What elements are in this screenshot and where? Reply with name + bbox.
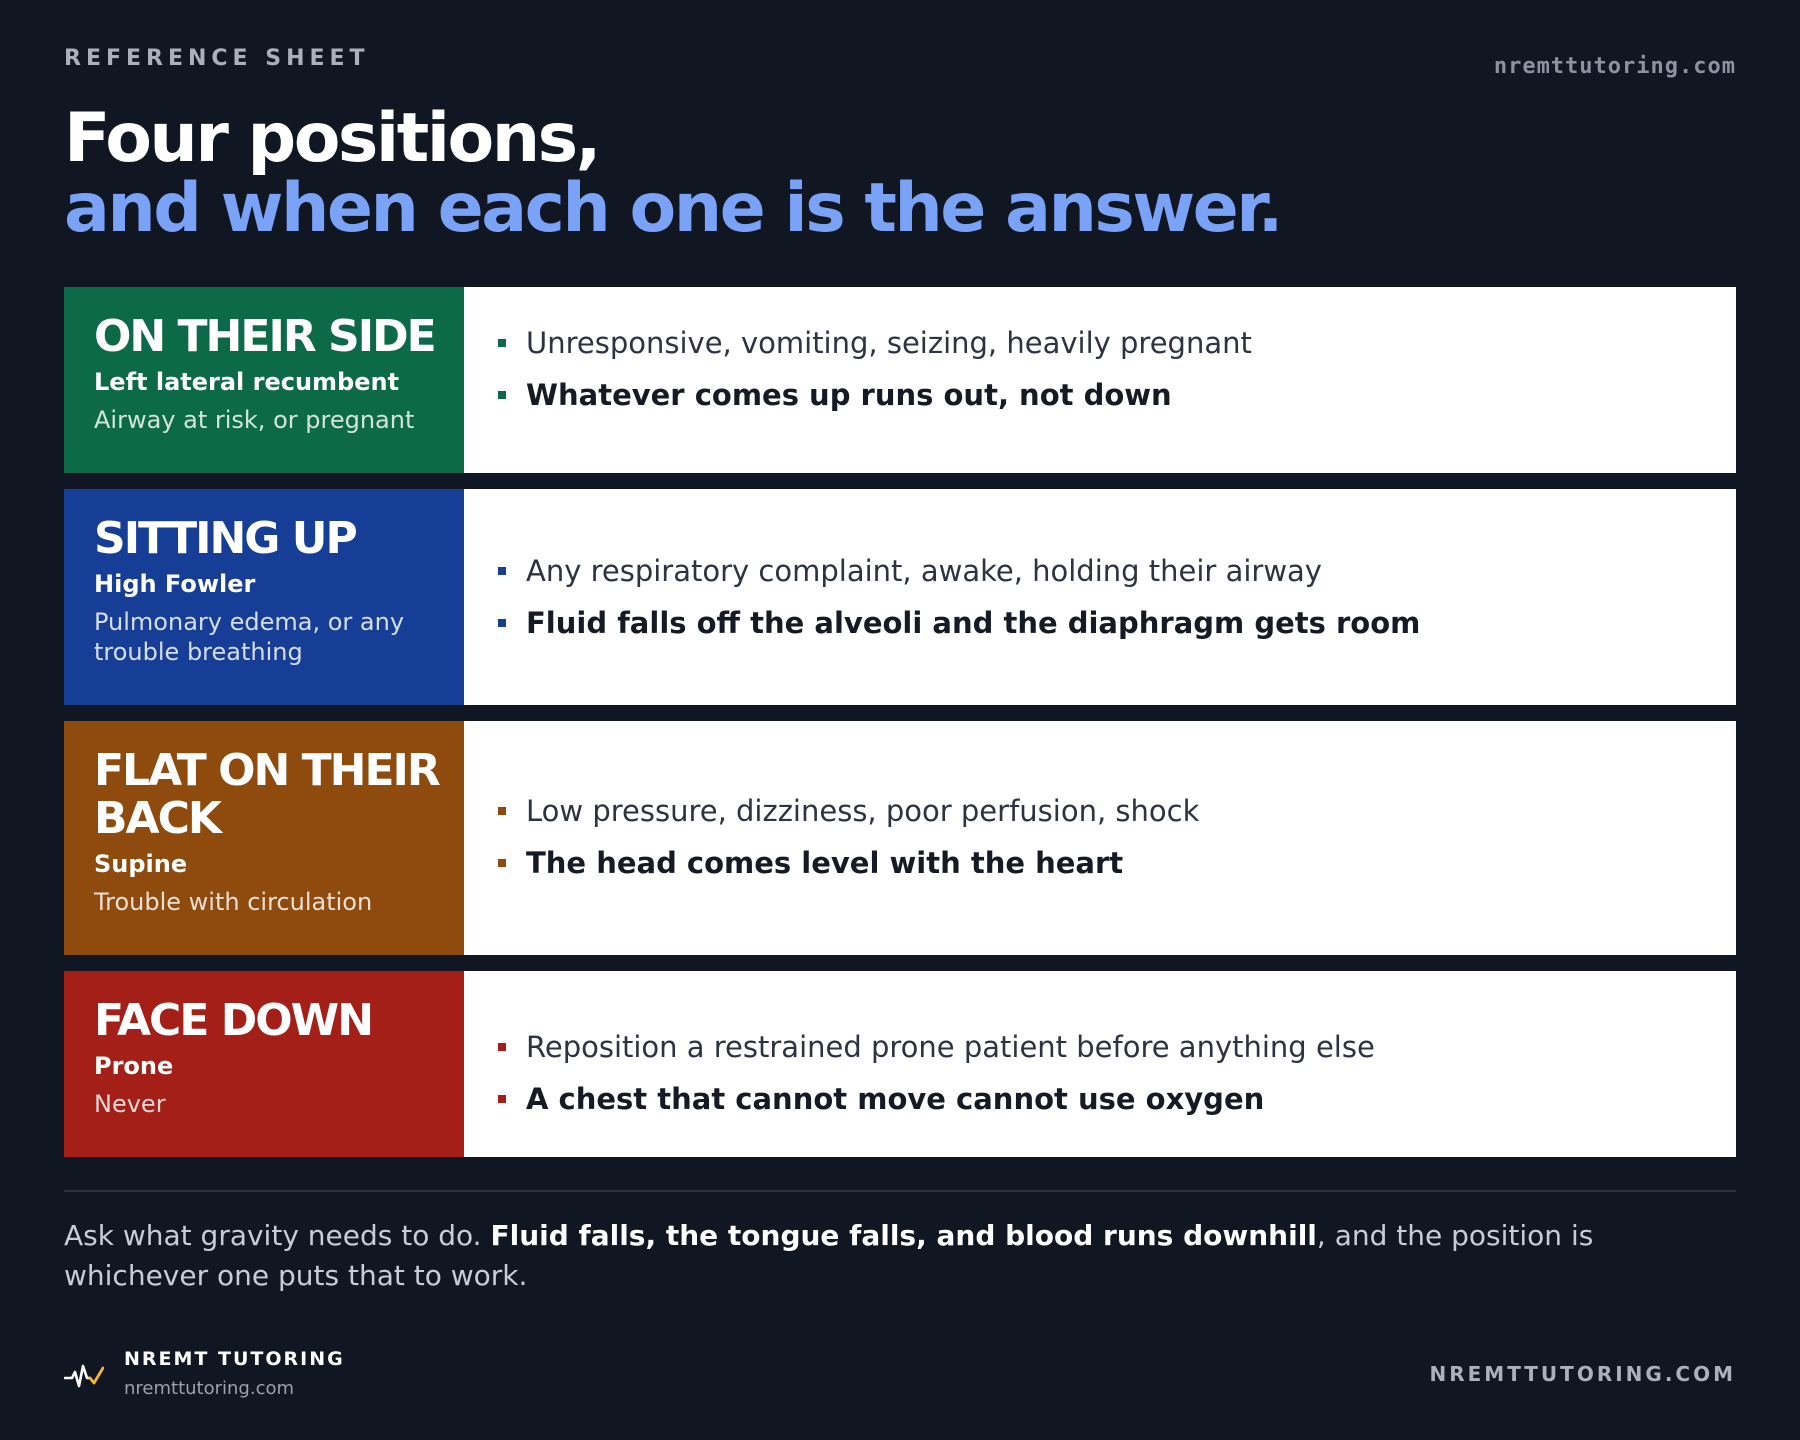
position-row-prone [64, 971, 1736, 1157]
position-details [464, 971, 1736, 1157]
position-name: SITTING UP [94, 513, 356, 564]
bullet-square-icon [498, 339, 506, 347]
list-item [498, 1021, 1736, 1073]
bullet-square-icon [498, 807, 506, 815]
position-term: Left lateral recumbent [94, 368, 400, 396]
position-label-panel [64, 287, 464, 473]
bullet-square-icon [498, 1095, 506, 1103]
bullet-square-icon [498, 859, 506, 867]
position-details [464, 287, 1736, 473]
position-indication: Trouble with circulation [94, 888, 373, 916]
position-name: FACE DOWN [94, 995, 373, 1046]
bullet-text: Unresponsive, vomiting, seizing, heavily pregnant [526, 326, 1252, 360]
position-details [464, 489, 1736, 705]
list-item [498, 1073, 1736, 1125]
bullet-text-emphasis: The head comes level with the heart [526, 846, 1124, 880]
list-item [498, 369, 1736, 421]
bullet-text: Any respiratory complaint, awake, holding their airway [526, 554, 1322, 588]
position-term: High Fowler [94, 570, 256, 598]
brand-url[interactable]: nremttutoring.com [124, 1378, 295, 1399]
position-row-side [64, 287, 1736, 473]
list-item [498, 317, 1736, 369]
position-label-panel [64, 721, 464, 955]
section-divider [64, 1190, 1736, 1192]
bullet-text-emphasis: Fluid falls off the alveoli and the diaphragm gets room [526, 606, 1421, 640]
page-title [64, 99, 1281, 248]
bullet-text-emphasis: A chest that cannot move cannot use oxygen [526, 1082, 1265, 1116]
position-row-supine [64, 721, 1736, 955]
takeaway-lead: Ask what gravity needs to do. [64, 1219, 491, 1252]
header-site-link[interactable]: nremttutoring.com [1493, 54, 1736, 79]
eyebrow-label: REFERENCE SHEET [64, 46, 370, 71]
position-name: ON THEIR SIDE [94, 311, 435, 362]
list-item [498, 785, 1736, 837]
bullet-square-icon [498, 1043, 506, 1051]
position-indication: Pulmonary edema, or any trouble breathing [94, 608, 405, 666]
position-term: Prone [94, 1052, 174, 1080]
reference-sheet [64, 0, 1736, 1440]
takeaway-text [64, 1216, 1736, 1296]
position-indication: Never [94, 1090, 166, 1118]
position-indication: Airway at risk, or pregnant [94, 406, 415, 434]
bullet-square-icon [498, 391, 506, 399]
position-name: FLAT ON THEIR BACK [94, 745, 439, 844]
bullet-square-icon [498, 619, 506, 627]
position-details [464, 721, 1736, 955]
list-item [498, 545, 1736, 597]
bullet-text-emphasis: Whatever comes up runs out, not down [526, 378, 1172, 412]
list-item [498, 597, 1736, 649]
bullet-text: Reposition a restrained prone patient before anything else [526, 1030, 1375, 1064]
takeaway-tail: , and the position is whichever one puts that to work. [64, 1219, 1594, 1292]
takeaway-emphasis: Fluid falls, the tongue falls, and blood runs downhill [490, 1219, 1317, 1252]
title-line-2: and when each one is the answer. [64, 169, 1281, 248]
top-bar [64, 44, 1736, 84]
title-line-1: Four positions, [64, 99, 599, 178]
position-term: Supine [94, 850, 188, 878]
brand-name: NREMT TUTORING [124, 1348, 345, 1370]
bullet-square-icon [498, 567, 506, 575]
position-label-panel [64, 971, 464, 1157]
bullet-text: Low pressure, dizziness, poor perfusion, shock [526, 794, 1200, 828]
position-label-panel [64, 489, 464, 705]
list-item [498, 837, 1736, 889]
footer-site-link[interactable]: NREMTTUTORING.COM [1429, 1362, 1736, 1386]
heartbeat-check-icon [64, 1362, 104, 1390]
position-row-sitting [64, 489, 1736, 705]
